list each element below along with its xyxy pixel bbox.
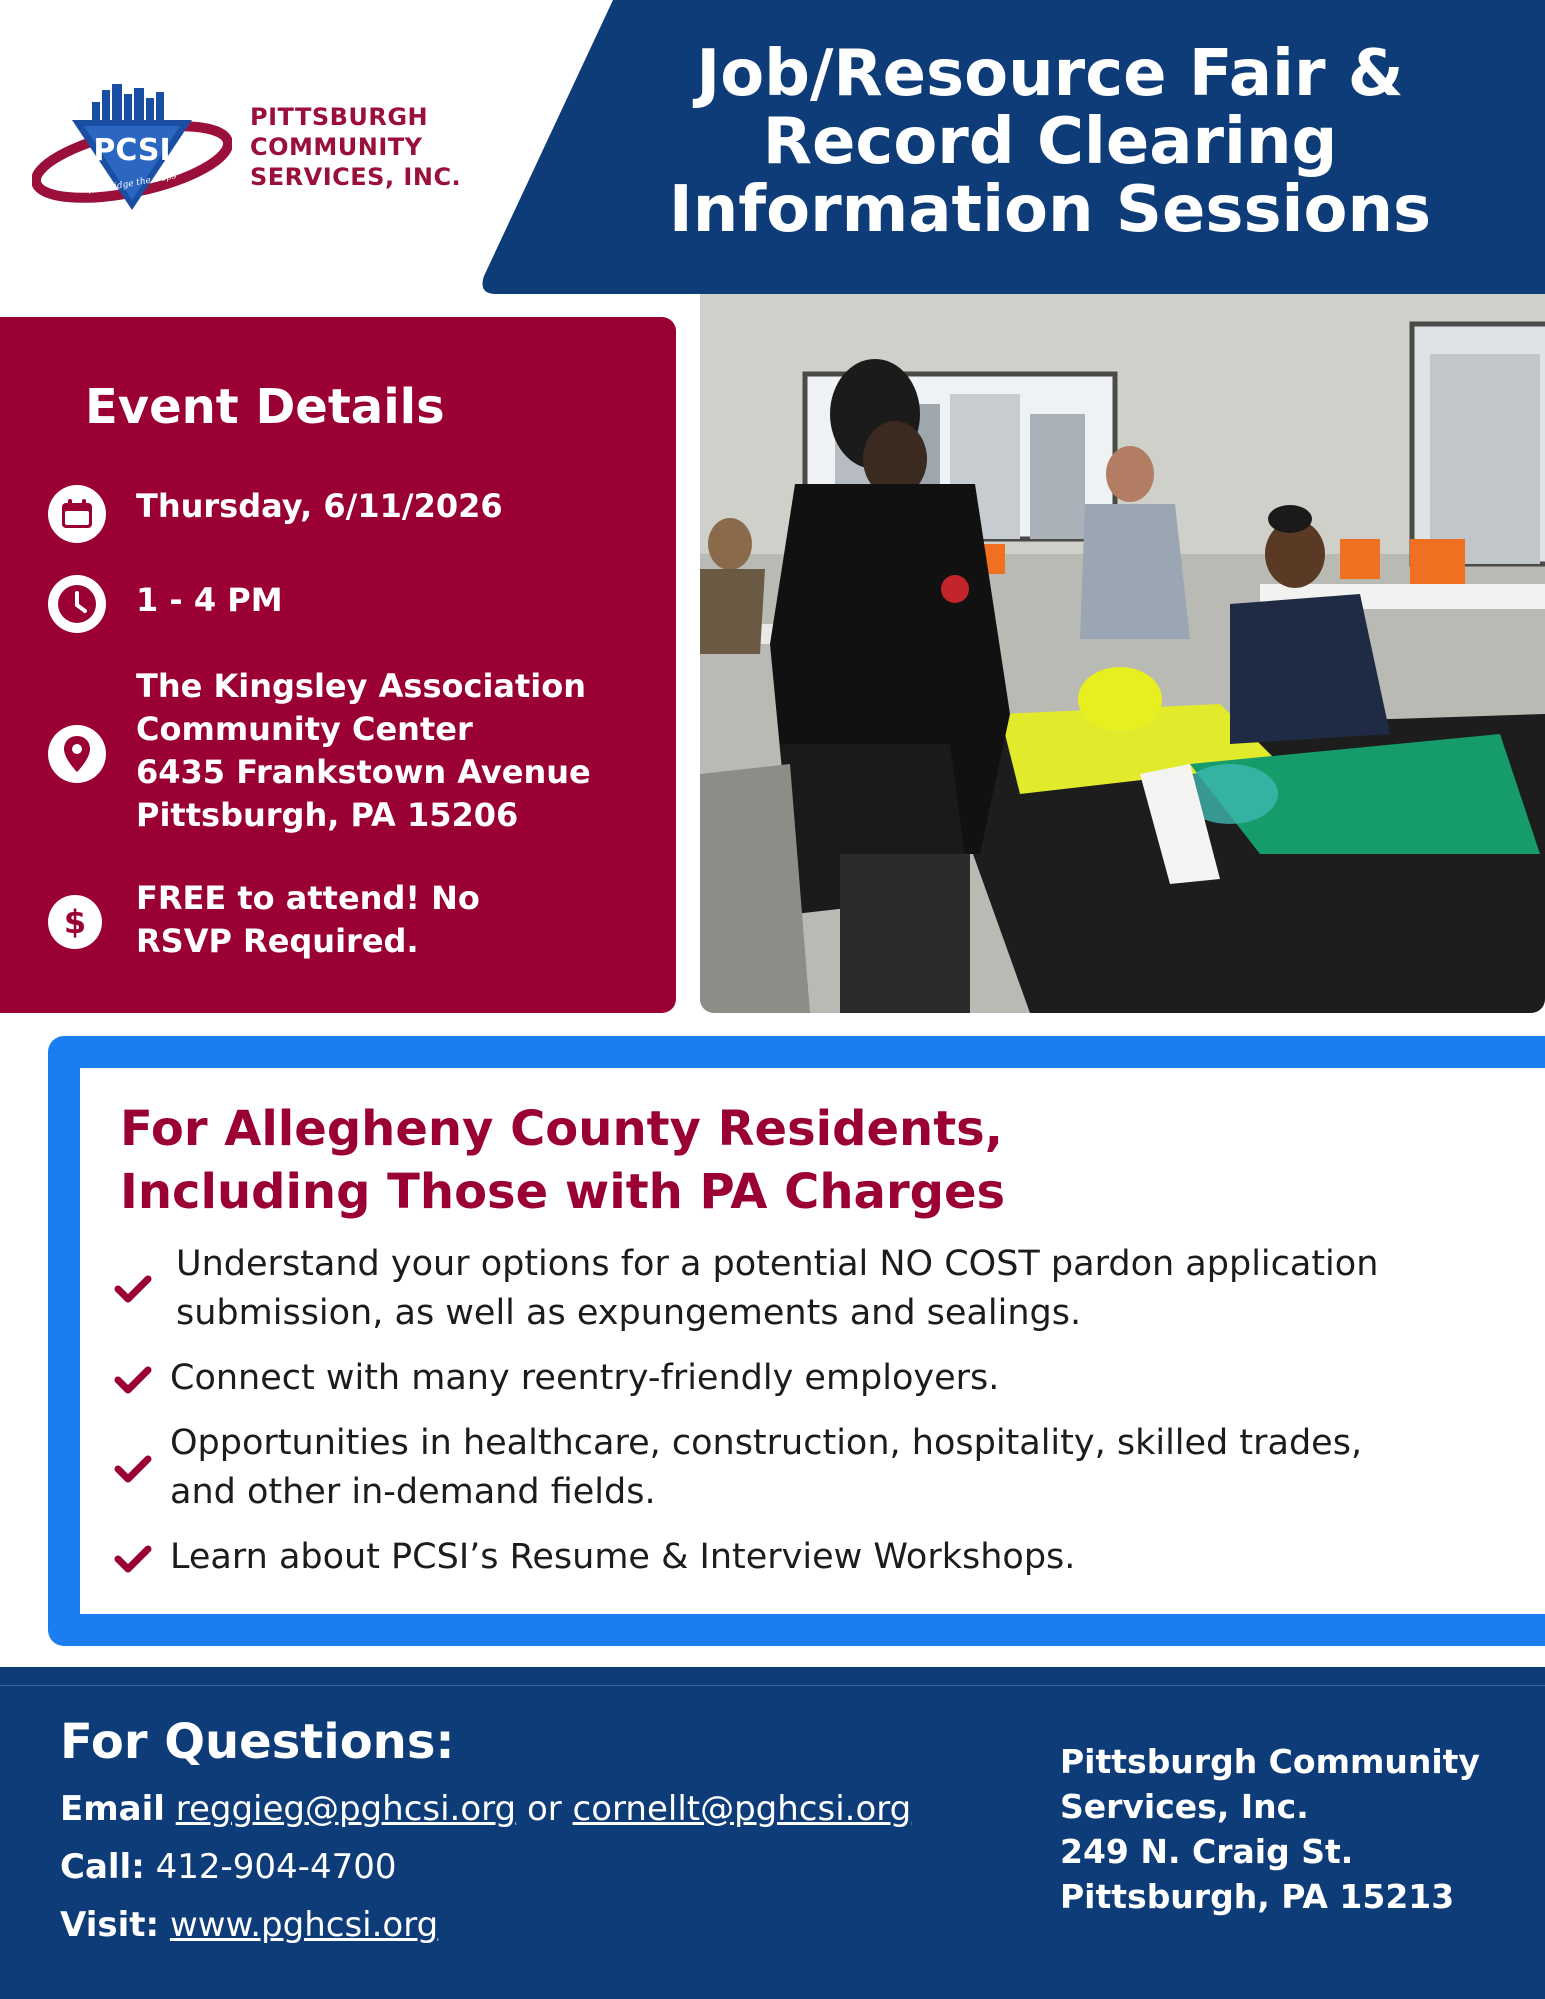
address-line: 249 N. Craig St. [1060, 1832, 1354, 1871]
event-photo [700, 294, 1545, 1013]
footer-visit-line [60, 1903, 438, 1947]
event-cost [136, 877, 480, 963]
event-details-panel [0, 317, 676, 1013]
info-heading-line: Including Those with PA Charges [120, 1164, 1006, 1220]
bullet-line: Connect with many reentry-friendly employers. [170, 1358, 1000, 1398]
footer [0, 1667, 1545, 1999]
pcsi-logo-mark [32, 80, 232, 220]
footer-title: For Questions: [60, 1714, 455, 1770]
footer-email-line [60, 1787, 911, 1831]
bullet-line: Learn about PCSI’s Resume & Interview Workshops. [170, 1537, 1076, 1577]
bullet-line: submission, as well as expungements and sealings. [176, 1293, 1082, 1333]
phone-number: 412-904-4700 [155, 1847, 397, 1887]
address-line: Pittsburgh, PA 15213 [1060, 1877, 1455, 1916]
address-line: Services, Inc. [1060, 1787, 1309, 1826]
logo-org-name [250, 102, 461, 192]
calendar-icon [48, 485, 106, 543]
checkmark-icon [114, 1454, 152, 1484]
bullet-line: Opportunities in healthcare, construction, hospitality, skilled trades, [170, 1423, 1363, 1463]
title-line: Information Sessions [668, 173, 1432, 247]
event-time: 1 - 4 PM [136, 581, 283, 619]
location-line: 6435 Frankstown Avenue [136, 753, 591, 791]
page-title [600, 37, 1500, 247]
event-details-title: Event Details [85, 379, 445, 435]
clock-icon [48, 575, 106, 633]
email-label: Email [60, 1789, 165, 1829]
bullet-line: Understand your options for a potential NO COST pardon application [176, 1244, 1379, 1284]
footer-call-line [60, 1845, 396, 1889]
location-line: The Kingsley Association [136, 667, 587, 705]
title-line: Record Clearing [762, 105, 1338, 179]
event-location [136, 665, 591, 837]
info-bullet [170, 1354, 999, 1403]
pcsi-logo [32, 80, 492, 220]
logo-name-line: COMMUNITY [250, 133, 423, 161]
visit-label: Visit: [60, 1905, 160, 1945]
info-heading-line: For Allegheny County Residents, [120, 1101, 1003, 1157]
info-bullet [176, 1240, 1378, 1338]
location-line: Pittsburgh, PA 15206 [136, 796, 519, 834]
checkmark-icon [114, 1544, 152, 1574]
title-line: Job/Resource Fair & [696, 37, 1404, 111]
footer-address [1060, 1739, 1480, 1919]
cost-line: RSVP Required. [136, 922, 419, 960]
call-label: Call: [60, 1847, 145, 1887]
location-pin-icon [48, 725, 106, 783]
checkmark-icon [114, 1274, 152, 1304]
dollar-icon: $ [48, 895, 102, 949]
cost-line: FREE to attend! No [136, 879, 480, 917]
email-or: or [526, 1789, 562, 1829]
logo-mark-text: PCSI [93, 133, 171, 168]
event-date: Thursday, 6/11/2026 [136, 487, 503, 525]
logo-name-line: SERVICES, INC. [250, 163, 462, 191]
info-bullet [170, 1419, 1362, 1517]
info-bullet [170, 1533, 1075, 1582]
website-link[interactable]: www.pghcsi.org [169, 1905, 439, 1945]
logo-name-line: PITTSBURGH [250, 103, 429, 131]
info-heading [120, 1098, 1005, 1224]
bullet-line: and other in-demand fields. [170, 1472, 656, 1512]
checkmark-icon [114, 1365, 152, 1395]
email-link-reggieg[interactable]: reggieg@pghcsi.org [175, 1789, 517, 1829]
email-link-cornellt[interactable]: cornellt@pghcsi.org [572, 1789, 912, 1829]
logo-tagline: We Bridge the Gaps [86, 171, 178, 197]
address-line: Pittsburgh Community [1060, 1742, 1480, 1781]
location-line: Community Center [136, 710, 473, 748]
footer-divider [0, 1685, 1545, 1686]
